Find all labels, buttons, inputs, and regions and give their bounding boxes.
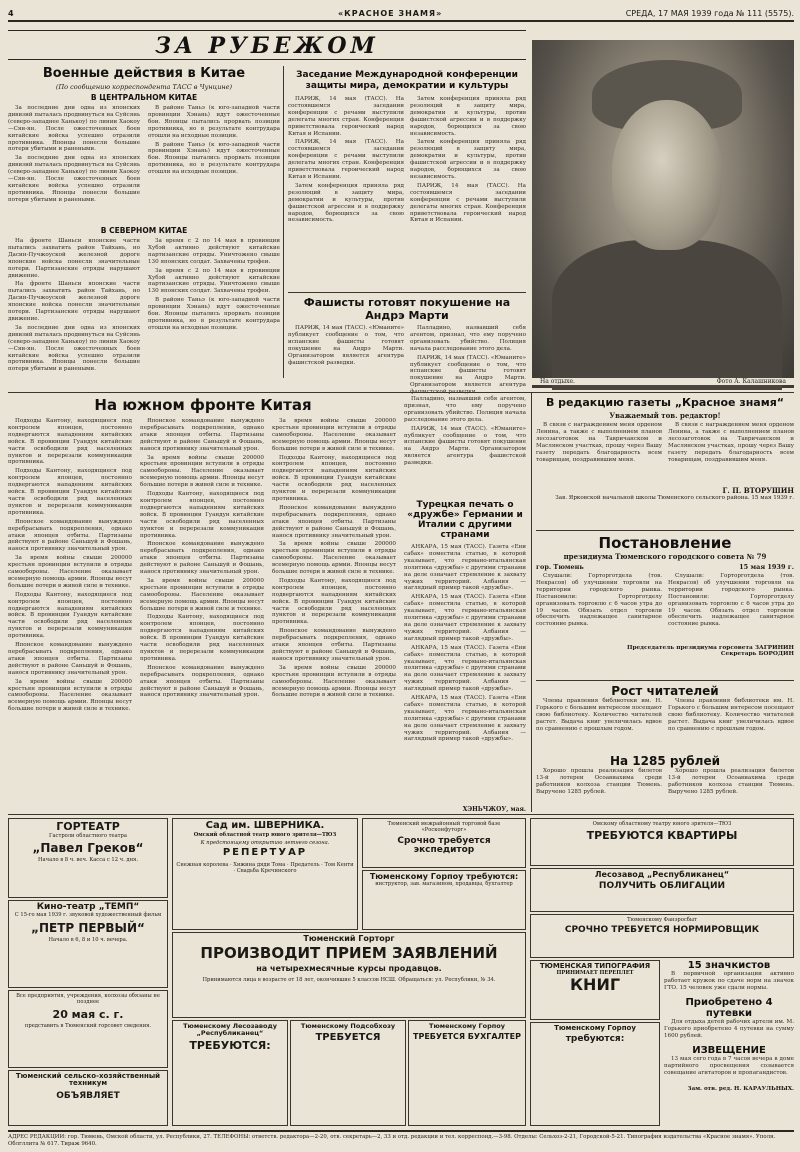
ad-sad-shvernika: Сад им. ШВЕРНИКА. Омский областной театр юного зрителя—ТЮЗ К предстоящему открытию летнего сезона. РЕПЕРТУАР Снежная королева · Хижина дяди Тома · Предатель · Том Кенти · Свадьба Кречинского bbox=[172, 818, 358, 930]
issue-date: СРЕДА, 17 МАЯ 1939 года № 111 (5575). bbox=[625, 9, 794, 18]
resolution: Постановление президиума Тюменского городского совета № 79 гор. Тюмень 15 мая 1939 г. Слушали: Горторготдела (тов. Некрасов) об улучшении торговли на территории городского рынка. Постановили: Горторготделу организовать торговлю с 6 часов утра до 19 часов. Обязать отдел торговли обеспечить надлежащее санитарное состояние рынка. Слушали: Горторготдела (тов. Некрасов) об улучшении торговли на территории городского рынка. Постановили: Горторготделу организовать торговлю с 6 часов утра до 19 часов. Обязать отдел торговли обеспечить надлежащее санитарное состояние рынка. Председатель президиума горсовета ЗАГРИНИН Секретарь БОРОДИН bbox=[536, 534, 794, 657]
ad-kino-temp: Кино-театр „ТЕМП“ С 15-го мая 1939 г. звуковой художественный фильм „ПЕТР ПЕРВЫЙ“ Начало в 6, 8 и 10 ч. вечера. bbox=[8, 900, 168, 988]
notice-text: 13 мая сего года в 7 часов вечера в доме партийного просвещения созывается совещание агитаторов и пропагандистов. bbox=[664, 1056, 794, 1076]
ad-typography: ТЮМЕНСКАЯ ТИПОГРАФИЯ ПРИНИМАЕТ ПЕРЕПЛЕТ КНИГ bbox=[530, 960, 660, 1020]
china-col2: В районе Таньэ (к юго-западной части провинции Хэнань) идут ожесточенные бои. Японцы пытались прорвать позиции противника, но в результате контрудара отошли на исходные позиции. bbox=[148, 105, 280, 139]
conference-article: Заседание Международной конференции защиты мира, демократии и культуры ПАРИЖ, 14 мая (ТАСС). На состоявшемся заседании конференции с речами выступили делегаты многих стран. Конференция приветствовала героический народ Китая и Испании. ПАРИЖ, 14 мая (ТАСС). На состоявшемся заседании конференции с речами выступили делегаты многих стран. Конференция приветствовала героический народ Китая и Испании. Затем конференция приняла ряд резолюций в защиту мира, демократии и культуры, против фашистской агрессии и в поддержку народов, борющихся за свою независимость. Затем конференция приняла ряд резолюций в защиту мира, демократии и культуры, против фашистской агрессии и в поддержку народов, борющихся за свою независимость. Затем конференция приняла ряд резолюций в защиту мира, демократии и культуры, против фашистской агрессии и в поддержку народов, борющихся за свою независимость. ПАРИЖ, 14 мая (ТАСС). На состоявшемся заседании конференции с речами выступили делегаты многих стран. Конференция приветствовала героический народ Китая и Испании. bbox=[288, 70, 526, 224]
conference-col1: ПАРИЖ, 14 мая (ТАСС). На состоявшемся заседании конференции с речами выступили делегаты многих стран. Конференция приветствовала героический народ Китая и Испании. bbox=[288, 96, 404, 137]
ad-lesozavod: Тюменскому Лесозаводу „Республиканец“ ТРЕБУЮТСЯ: bbox=[172, 1020, 288, 1126]
china-article: Военные действия в Китае (По сообщению корреспондента ТАСС в Чунцине) В ЦЕНТРАЛЬНОМ КИТАЕ За последние дни одна из японских дивизий пыталась продвинуться на Суйсянь (северо-западнее Ханькоу) по линии Хаокоу—Сян-ян. После ожесточенных боев китайские войска успешно отразили противника. Японцы понесли большие потери убитыми и ранеными. За последние дни одна из японских дивизий пыталась продвинуться на Суйсянь (северо-западнее Ханькоу) по линии Хаокоу—Сян-ян. После ожесточенных боев китайские войска успешно отразили противника. Японцы понесли большие потери убитыми и ранеными. В районе Таньэ (к юго-западной части провинции Хэнань) идут ожесточенные бои. Японцы пытались прорвать позиции противника, но в результате контрудара отошли на исходные позиции. В районе Таньэ (к юго-западной части провинции Хэнань) идут ожесточенные бои. Японцы пытались прорвать позиции противника, но в результате контрудара отошли на исходные позиции. В СЕВЕРНОМ КИТАЕ На фронте Шаньси японские части пытались захватить район Тайхань, но Дасин-Пучжоуской железной дороге японские войска понесли значительные потери. Партизанские отряды нарушают движение. На фронте Шаньси японские части пытались захватить район Тайхань, но Дасин-Пучжоуской железной дороге японские войска понесли значительные потери. Партизанские отряды нарушают движение. За последние дни одна из японских дивизий пыталась продвинуться на Суйсянь (северо-западнее Ханькоу) по линии Хаокоу—Сян-ян. После ожесточенных боев китайские войска успешно отразили противника. Японцы понесли большие потери убитыми и ранеными. За время с 2 по 14 мая в провинции Хубэй активно действуют китайские партизанские отряды. Уничтожено свыше 130 японских солдат. Захвачены трофеи. За время с 2 по 14 мая в провинции Хубэй активно действуют китайские партизанские отряды. Уничтожено свыше 130 японских солдат. Захвачены трофеи. В районе Таньэ (к юго-западной части провинции Хэнань) идут ожесточенные бои. Японцы пытались прорвать позиции противника, но в результате контрудара отошли на исходные позиции. bbox=[8, 66, 280, 373]
ad-notice-orgs: Все предприятия, учреждения, колхозы обязаны не позднее 20 мая с. г. представить в Тюменский горсовет сведения. bbox=[8, 990, 168, 1068]
right-news bbox=[664, 960, 794, 1126]
china-sub2: В СЕВЕРНОМ КИТАЕ bbox=[100, 226, 188, 235]
readers-title: Рост читателей bbox=[611, 684, 719, 698]
marty-col2: Палладино, назвавший себя агентом, признал, что ему поручено организовать убийство. Полиция начала расследование этого дела. bbox=[410, 325, 526, 352]
marty-article: Фашисты готовят покушение на Андрэ Марти ПАРИЖ, 14 мая (ТАСС). «Юманите» публикует сообщение о том, что испанские фашисты готовят покушение на Андрэ Марти. Организатором является агентура фашистской разведки. Палладино, назвавший себя агентом, признал, что ему поручено организовать убийство. Полиция начала расследование этого дела. ПАРИЖ, 14 мая (ТАСС). «Юманите» публикует сообщение о том, что испанские фашисты готовят покушение на Андрэ Марти. Организатором является агентура bbox=[288, 296, 527, 389]
ad-gorpo: Тюменскому Горпоу требуются: инструктор, зав. магазином, продавцы, бухгалтер bbox=[362, 870, 526, 930]
editors-text: В связи с награждением меня орденом Ленина, а также с выполнением планов лесозаготовок на Тавричанском и Маслянском участках, прошу через Вашу газету передать благодарность всем товарищам, поздравившим меня. bbox=[536, 422, 662, 463]
resolution-subtitle: президиума Тюменского городского совета № 79 bbox=[563, 552, 767, 561]
conference-title: Заседание Международной конференции защиты мира, демократии и культуры bbox=[296, 70, 518, 91]
page-number: 4 bbox=[8, 9, 14, 18]
china-sub1: В ЦЕНТРАЛЬНОМ КИТАЕ bbox=[90, 93, 198, 102]
resolution-title: Постановление bbox=[598, 534, 732, 552]
ad-fanerosbyt bbox=[362, 932, 526, 936]
turkey-text: АНКАРА, 15 мая (ТАСС). Газета «Ени сабах» поместила статью, в которой указывает, что германо-итальянская политика «дружбы» с другими странами на деле означает стремление к захвату чужих территорий. Албания — наглядный пример такой «дружбы». bbox=[404, 544, 526, 592]
tickets-title: Приобретено 4 путевки bbox=[685, 997, 773, 1019]
turkey-title: Турецкая печать о «дружбе» Германии и Италии с другими странами bbox=[407, 500, 523, 540]
editors-letter: В редакцию газеты „Красное знамя“ Уважаемый тов. редактор! В связи с награждением меня орденом Ленина, а также с выполнением планов лесозаготовок на Тавричанском и Маслянском участках, прошу через Вашу газету передать благодарность всем товарищам, поздравившим меня. В связи с награждением меня орденом Ленина, а также с выполнением планов лесозаготовок на Тавричанском и Маслянском участках, прошу через Вашу газету передать благодарность всем товарищам, поздравившим меня. Г. П. ВТОРУШИН Зав. Ярковской начальной школы Тюменского сельского района. 15 мая 1939 г. bbox=[536, 396, 794, 501]
badges-text: В первичной организации активно работает кружок по сдаче норм на значок ГТО. 15 человек уже сдали нормы. bbox=[664, 971, 794, 991]
ad-tyz-kvartiry: Омскому областному театру юного зрителя—ТЮЗ ТРЕБУЮТСЯ КВАРТИРЫ bbox=[530, 818, 794, 866]
ad-expeditor: Тюменский межрайонный торговой базе «Росконфуторг» Срочно требуется экспедитор bbox=[362, 818, 526, 868]
ad-gpo-trebuyutsya: Тюменскому Горпоу требуются: bbox=[530, 1022, 660, 1126]
china-title: Военные действия в Китае bbox=[42, 66, 246, 81]
readers-article: Рост читателей Члены правления библиотеки им. Н. Горького с большим интересом посещают свою библиотеку. Количество читателей растет. Выдача книг увеличилась вдвое по сравнению с прошлым годом. Члены правления библиотеки им. Н. Горького с большим интересом посещают свою библиотеку. Количество читателей растет. Выдача книг увеличилась вдвое по сравнению с прошлым годом. bbox=[536, 684, 794, 732]
footer-address: АДРЕС РЕДАКЦИИ: гор. Тюмень, Омской области, ул. Республики, 27. ТЕЛЕФОНЫ: ответств. редактора—2-20, отв. секретарь—2, 33 и отд. редакции и тел. корреспонд.—3-98. Отделы: Сельхоз-2-21, Городской-5-21. Типография издательства «Красное знамя». Уполн. Облгллита № 617. Тираж 9640. bbox=[8, 1130, 794, 1148]
south-title: На южном фронте Китая bbox=[94, 396, 312, 414]
editors-title: В редакцию газеты „Красное знамя“ bbox=[545, 396, 785, 409]
readers-text: Члены правления библиотеки им. Н. Горького с большим интересом посещают свою библиотеку. Количество читателей растет. Выдача книг увеличилась вдвое по сравнению с прошлым годом. bbox=[536, 698, 662, 732]
ad-obligacii: Лесозавод „Республиканец“ ПОЛУЧИТЬ ОБЛИГАЦИИ bbox=[530, 868, 794, 912]
south-col1: Подходы Кантону, находящиеся под контролем японцев, постоянно подвергаются нападениям китайских войск. В провинции Гуандун китайские части освободили ряд населенных пунктов и перерезали коммуникации противника. bbox=[8, 418, 132, 466]
notice-title: ИЗВЕЩЕНИЕ bbox=[692, 1045, 766, 1056]
ad-gorteatr: ГОРТЕАТР Гастроли областного театра „Павел Греков“ Начало в 8 ч. веч. Касса с 12 ч. дня. bbox=[8, 818, 168, 898]
resolution-text: Слушали: Горторготдела (тов. Некрасов) об улучшении торговли на территории городского рынка. Постановили: Горторготделу организовать торговлю с 6 часов утра до 19 часов. Обязать отдел торговли обеспечить надлежащее санитарное состояние рынка. bbox=[536, 573, 662, 628]
photo-woman bbox=[532, 40, 794, 388]
marty-title: Фашисты готовят покушение на Андрэ Марти bbox=[303, 296, 511, 322]
resolution-date: 15 мая 1939 г. bbox=[739, 563, 794, 571]
china-source: (По сообщению корреспондента ТАСС в Чунцине) bbox=[55, 83, 233, 91]
resolution-sig2: Секретарь БОРОДИН bbox=[720, 651, 794, 657]
china-col1: За последние дни одна из японских дивизий пыталась продвинуться на Суйсянь (северо-западнее Ханькоу) по линии Хаокоу—Сян-ян. После ожесточенных боев китайские войска успешно отразили противника. Японцы понесли большие потери убитыми и ранеными. bbox=[8, 105, 140, 153]
editors-signature-2: Зав. Ярковской начальной школы Тюменского сельского района. 15 мая 1939 г. bbox=[555, 495, 794, 501]
paper-name: «КРАСНОЕ ЗНАМЯ» bbox=[338, 9, 443, 18]
china-col4: За время с 2 по 14 мая в провинции Хубэй активно действуют китайские партизанские отряды. Уничтожено свыше 130 японских солдат. Захвачены трофеи. bbox=[148, 238, 280, 265]
south-col3: За время войны свыше 200000 крестьян провинции вступили в отряды самообороны. Население оказывает всемерную помощь армии. Японцы несут большие потери в живой силе и технике. bbox=[272, 418, 396, 452]
south-front-article: На южном фронте Китая Подходы Кантону, находящиеся под контролем японцев, постоянно подвергаются нападениям китайских войск. В провинции Гуандун китайские части освободили ряд населенных пунктов и перерезали коммуникации противника. Подходы Кантону, находящиеся под контролем японцев, постоянно подвергаются нападениям китайских войск. В провинции Гуандун китайские части освободили ряд населенных пунктов и перерезали коммуникации противника. Японское командование вынуждено перебрасывать подкрепления, однако атаки японцев отбиты. Партизаны действуют в районе Саньшуй и Фошань, нанося противнику значительный урон. За время войны свыше 200000 крестьян провинции вступили в отряды самообороны. Население оказывает всемерную помощь армии. Японцы несут большие потери в живой силе и технике. Подходы Кантону, находящиеся под контролем японцев, постоянно подвергаются нападениям китайских войск. В провинции Гуандун китайские части освободили ряд населенных пунктов и перерезали коммуникации противника. Японское командование вынуждено перебрасывать подкрепления, однако атаки японцев отбиты. Партизаны действуют в районе Саньшуй и Фошань, нанося противнику значительный урон. За время войны свыше 200000 крестьян провинции вступили в отряды самообороны. Население оказывает всемерную помощь армии. Японцы несут большие потери в живой силе и технике. Японское командование вынуждено перебрасывать подкрепления, однако атаки японцев отбиты. Партизаны действуют в районе Саньшуй и Фошань, нанося противнику значительный урон. За время войны свыше 200000 крестьян провинции вступили в отряды самообороны. Население оказывает всемерную помощь армии. Японцы несут большие потери в живой силе и технике. Подходы Кантону, находящиеся под контролем японцев, постоянно подвергаются нападениям китайских войск. В провинции Гуандун китайские части освободили ряд населенных пунктов и перерезали коммуникации противника. Японское командование вынуждено перебрасывать подкрепления, однако атаки японцев отбиты. Партизаны действуют в районе Саньшуй и Фошань, нанося противнику значительный урон. За время войны свыше 200000 крестьян провинции вступили в отряды самообороны. Население оказывает всемерную помощь армии. Японцы несут большие потери в живой силе и технике. Подходы Кантону, находящиеся под контролем японцев, постоянно подвергаются нападениям китайских войск. В провинции Гуандун китайские части освободили ряд населенных пунктов и перерезали коммуникации противника. Японское командование вынуждено перебрасывать подкрепления, однако атаки японцев отбиты. Партизаны действуют в районе Саньшуй и Фошань, нанося противнику значительный урон. За время войны свыше 200000 крестьян провинции вступили в отряды самообороны. Население оказывает всемерную помощь армии. Японцы несут большие потери в живой силе и технике. Подходы Кантону, находящиеся под контролем японцев, постоянно подвергаются нападениям китайских войск. В провинции Гуандун китайские части освободили ряд населенных пунктов и перерезали коммуникации противника. Японское командование вынуждено перебрасывать подкрепления, однако атаки японцев отбиты. Партизаны действуют в районе Саньшуй и Фошань, нанося противнику значительный урон. За время войны свыше 200000 крестьян провинции вступили в отряды самообороны. Население оказывает всемерную помощь армии. Японцы несут большие потери в живой силе и технике. Подходы Кантону, находящиеся под контролем японцев, постоянно подвергаются нападениям китайских войск. В провинции Гуандун китайские части освободили ряд населенных пунктов и перерезали коммуникации противника. Японское командование вынуждено перебрасывать подкрепления, однако атаки японцев отбиты. Партизаны действуют в районе Саньшуй и Фошань, нанося противнику значительный урон. За время войны свыше 200000 крестьян провинции вступили в отряды самообороны. Население оказывает всемерную помощь армии. Японцы несут большие потери в живой силе и технике. bbox=[8, 396, 396, 713]
conference-col2: Затем конференция приняла ряд резолюций в защиту мира, демократии и культуры, против фашистской агрессии и в поддержку народов, борющихся за свою независимость. bbox=[410, 96, 526, 137]
ad-gortorg-courses: Тюменский Горторг ПРОИЗВОДИТ ПРИЕМ ЗАЯВЛЕНИЙ на четырехмесячные курсы продавцов. Принимаются лица в возрасте от 18 лет, окончившие 5 классов НСШ. Обращаться: ул. Республики, № 34. bbox=[172, 932, 526, 1018]
ad-normirovshik: Тюменскому Фанэросбыт СРОЧНО ТРЕБУЕТСЯ НОРМИРОВЩИК bbox=[530, 914, 794, 958]
turkey-signature: ХЭНЬЧЖОУ, мая. bbox=[462, 806, 526, 813]
turkey-article: Палладино, назвавший себя агентом, признал, что ему поручено организовать убийство. Полиция начала расследование этого дела. ПАРИЖ, 14 мая (ТАСС). «Юманите» публикует сообщение о том, что испанские фашисты готовят покушение на Андрэ Марти. Организатором является агентура фашистской разведки. Турецкая печать о «дружбе» Германии и Италии с другими странами АНКАРА, 15 мая (ТАСС). Газета «Ени сабах» поместила статью, в которой указывает, что германо-итальянская политика «дружбы» с другими странами на деле означает стремление к захвату чужих территорий. Албания — наглядный пример такой «дружбы». АНКАРА, 15 мая (ТАСС). Газета «Ени сабах» поместила статью, в которой указывает, что германо-итальянская политика «дружбы» с другими странами на деле означает стремление к захвату чужих территорий. Албания — наглядный пример такой «дружбы». АНКАРА, 15 мая (ТАСС). Газета «Ени сабах» поместила статью, в которой указывает, что германо-итальянская политика «дружбы» с другими странами на деле означает стремление к захвату чужих территорий. Албания — наглядный пример такой «дружбы». АНКАРА, 15 мая (ТАСС). Газета «Ени сабах» поместила статью, в которой указывает, что германо-итальянская политика «дружбы» с другими странами на деле означает стремление к захвату чужих территорий. Албания — наглядный пример такой «дружбы». ХЭНЬЧЖОУ, мая. bbox=[404, 396, 526, 813]
photo-caption: На отдыхе. Фото А. Калашникова bbox=[532, 378, 794, 385]
badges-title: 15 значкистов bbox=[687, 960, 771, 971]
section-title: ЗА РУБЕЖОМ bbox=[8, 30, 526, 60]
masthead bbox=[8, 6, 794, 22]
ad-podsobhoz: Тюменскому Подсобхозу ТРЕБУЕТСЯ bbox=[290, 1020, 406, 1126]
editors-salutation: Уважаемый тов. редактор! bbox=[609, 411, 721, 420]
resolution-place: гор. Тюмень bbox=[536, 563, 584, 571]
money-article: На 1285 рублей Хорошо прошла реализация билетов 13-й лотереи Осоавиахима среди работников колхоза станции Тюмень. Выручено 1285 рублей. Хорошо прошла реализация билетов 13-й лотереи Осоавиахима среди работников колхоза станции Тюмень. Выручено 1285 рублей. bbox=[536, 754, 794, 795]
resolution-sig1: Председатель президиума горсовета ЗАГРИНИН bbox=[626, 645, 794, 651]
money-text: Хорошо прошла реализация билетов 13-й лотереи Осоавиахима среди работников колхоза станции Тюмень. Выручено 1285 рублей. bbox=[536, 768, 662, 795]
ad-technikum: Тюменский сельско-хозяйственный техникум ОБЪЯВЛЯЕТ bbox=[8, 1070, 168, 1126]
editors-signature: Г. П. ВТОРУШИН bbox=[722, 486, 794, 495]
marty-col1: ПАРИЖ, 14 мая (ТАСС). «Юманите» публикует сообщение о том, что испанские фашисты готовят покушение на Андрэ Марти. Организатором является агентура фашистской разведки. bbox=[288, 325, 405, 366]
money-title: На 1285 рублей bbox=[609, 754, 721, 768]
china-col3: На фронте Шаньси японские части пытались захватить район Тайхань, но Дасин-Пучжоуской железной дороге японские войска понесли значительные потери. Партизанские отряды нарушают движение. bbox=[8, 238, 140, 279]
notice-signature: Зам. отв. ред. Н. КАРАУЛЬНЫХ. bbox=[687, 1086, 794, 1092]
south-col2: Японское командование вынуждено перебрасывать подкрепления, однако атаки японцев отбиты. Партизаны действуют в районе Саньшуй и Фошань, нанося противнику значительный урон. bbox=[140, 418, 264, 452]
ad-buhgalter: Тюменскому Горпоу ТРЕБУЕТСЯ БУХГАЛТЕР bbox=[408, 1020, 526, 1126]
tickets-text: Для отдыха детей рабочих артели им. М. Горького приобретено 4 путевки на сумму 1600 рублей. bbox=[664, 1019, 794, 1039]
